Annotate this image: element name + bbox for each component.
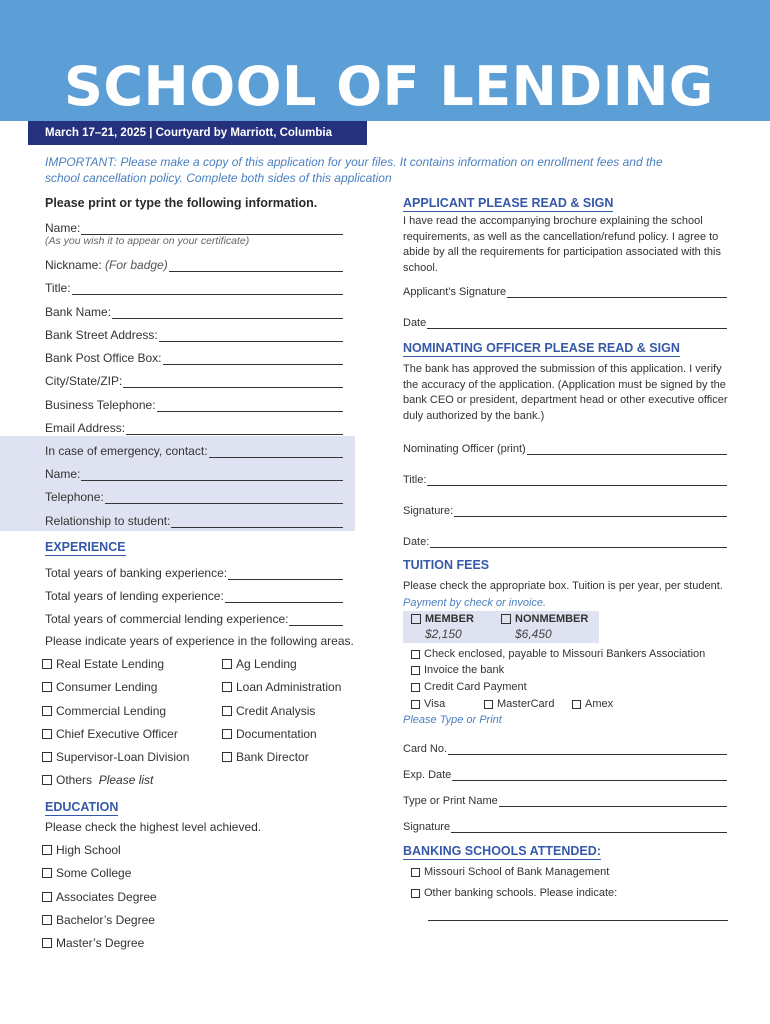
checkbox-icon xyxy=(411,868,420,877)
checkbox-icon xyxy=(42,752,52,762)
edu-bachelors-checkbox[interactable]: Bachelor’s Degree xyxy=(42,913,155,927)
business-phone-field[interactable] xyxy=(45,396,343,412)
checkbox-icon xyxy=(42,775,52,785)
checkbox-icon xyxy=(42,892,52,902)
nominating-officer-field[interactable] xyxy=(403,439,727,455)
checkbox-icon xyxy=(411,650,420,659)
checkbox-icon xyxy=(222,659,232,669)
edu-some-college-checkbox[interactable]: Some College xyxy=(42,866,131,880)
check-enclosed-checkbox[interactable]: Check enclosed, payable to Missouri Bankers Association xyxy=(411,648,705,660)
bank-po-label: Bank Post Office Box: xyxy=(45,351,162,365)
checkbox-icon xyxy=(42,915,52,925)
experience-heading: EXPERIENCE xyxy=(45,540,126,554)
member-price: $2,150 xyxy=(425,627,462,641)
personal-info-heading: Please print or type the following information. xyxy=(45,196,318,210)
education-heading: EDUCATION xyxy=(45,800,119,814)
bank-street-label: Bank Street Address: xyxy=(45,328,158,342)
checkbox-icon xyxy=(484,700,493,709)
applicant-statement: I have read the accompanying brochure explaining the school requirements, as well as the cancellation/refund policy. I agree to abide by all the requirements for participation associated with this school. xyxy=(403,215,721,274)
nominating-signature-field[interactable] xyxy=(403,501,727,517)
important-notice: IMPORTANT: Please make a copy of this application for your files. It contains information on enrollment fees and the school cancellation policy. Complete both sides of this application xyxy=(45,155,663,185)
title-label: Title: xyxy=(45,281,71,295)
checkbox-icon xyxy=(42,845,52,855)
checkbox-icon xyxy=(411,889,420,898)
area-commercial-checkbox[interactable]: Commercial Lending xyxy=(42,704,166,718)
emergency-contact-label: In case of emergency, contact: xyxy=(45,444,208,458)
invoice-bank-checkbox[interactable]: Invoice the bank xyxy=(411,664,504,676)
print-name-field[interactable] xyxy=(403,791,727,807)
visa-checkbox[interactable]: Visa xyxy=(411,698,445,710)
area-ag-lending-checkbox[interactable]: Ag Lending xyxy=(222,657,297,671)
email-field[interactable] xyxy=(45,419,343,435)
name-note: (As you wish it to appear on your certificate) xyxy=(45,235,250,247)
nonmember-checkbox[interactable]: NONMEMBER xyxy=(501,613,588,625)
banking-years-label: Total years of banking experience: xyxy=(45,566,228,580)
mastercard-checkbox[interactable]: MasterCard xyxy=(484,698,554,710)
area-ceo-checkbox[interactable]: Chief Executive Officer xyxy=(42,727,178,741)
checkbox-icon xyxy=(411,683,420,692)
nickname-label: Nickname: xyxy=(45,258,102,272)
emergency-telephone-field[interactable] xyxy=(45,488,343,504)
checkbox-icon xyxy=(501,614,511,624)
member-checkbox[interactable]: MEMBER xyxy=(411,613,474,625)
applicant-signature-label: Applicant’s Signature xyxy=(403,286,507,298)
tuition-instruction: Please check the appropriate box. Tuition is per year, per student. xyxy=(403,580,723,592)
commercial-years-label: Total years of commercial lending experience: xyxy=(45,612,289,626)
edu-masters-checkbox[interactable]: Master’s Degree xyxy=(42,936,144,950)
experience-areas-instruction: Please indicate years of experience in the following areas. xyxy=(45,634,354,648)
lending-years-field[interactable] xyxy=(45,587,343,603)
area-credit-analysis-checkbox[interactable]: Credit Analysis xyxy=(222,704,315,718)
emergency-contact-field[interactable] xyxy=(45,442,343,458)
date-location-bar: March 17–21, 2025 | Courtyard by Marriott, Columbia xyxy=(28,121,367,145)
business-phone-label: Business Telephone: xyxy=(45,398,156,412)
checkbox-icon xyxy=(411,614,421,624)
nominating-heading: NOMINATING OFFICER PLEASE READ & SIGN xyxy=(403,341,680,355)
header-banner xyxy=(0,0,770,121)
exp-date-field[interactable] xyxy=(403,765,727,781)
edu-associates-checkbox[interactable]: Associates Degree xyxy=(42,890,157,904)
other-schools-input-line[interactable] xyxy=(428,920,728,921)
emergency-telephone-label: Telephone: xyxy=(45,490,104,504)
lending-years-label: Total years of lending experience: xyxy=(45,589,224,603)
checkbox-icon xyxy=(411,700,420,709)
checkbox-icon xyxy=(411,666,420,675)
checkbox-icon xyxy=(42,729,52,739)
bank-name-label: Bank Name: xyxy=(45,305,112,319)
checkbox-icon xyxy=(222,706,232,716)
nickname-field[interactable] xyxy=(45,256,343,272)
applicant-signature-field[interactable] xyxy=(403,282,727,298)
commercial-years-field[interactable] xyxy=(45,610,343,626)
name-label: Name: xyxy=(45,221,81,235)
nominating-title-field[interactable] xyxy=(403,470,727,486)
card-signature-label: Signature xyxy=(403,821,451,833)
amex-checkbox[interactable]: Amex xyxy=(572,698,613,710)
relationship-label: Relationship to student: xyxy=(45,514,171,528)
nominating-statement: The bank has approved the submission of this application. I verify the accuracy of the application. (Application must be signed by the bank CEO or president, department head or other executive officer duly authorized by the bank.) xyxy=(403,363,728,422)
nominating-title-label: Title: xyxy=(403,474,427,486)
nominating-signature-label: Signature: xyxy=(403,505,454,517)
bank-street-field[interactable] xyxy=(45,326,343,342)
nickname-note: (For badge) xyxy=(105,258,168,272)
nominating-date-field[interactable] xyxy=(403,532,727,548)
other-schools-checkbox[interactable]: Other banking schools. Please indicate: xyxy=(411,887,617,899)
nonmember-price: $6,450 xyxy=(515,627,552,641)
area-supervisor-checkbox[interactable]: Supervisor-Loan Division xyxy=(42,750,189,764)
bank-po-field[interactable] xyxy=(45,349,343,365)
card-number-label: Card No. xyxy=(403,743,448,755)
area-others-field[interactable]: Others Please list xyxy=(42,773,322,787)
tuition-heading: TUITION FEES xyxy=(403,558,490,572)
credit-card-checkbox[interactable]: Credit Card Payment xyxy=(411,681,527,693)
applicant-date-field[interactable] xyxy=(403,313,727,329)
area-loan-admin-checkbox[interactable]: Loan Administration xyxy=(222,680,341,694)
print-name-label: Type or Print Name xyxy=(403,795,498,807)
payment-note: Payment by check or invoice. xyxy=(403,597,547,609)
checkbox-icon xyxy=(42,706,52,716)
card-number-field[interactable] xyxy=(403,739,727,755)
applicant-date-label: Date xyxy=(403,317,427,329)
exp-date-label: Exp. Date xyxy=(403,769,452,781)
banking-years-field[interactable] xyxy=(45,564,343,580)
nominating-officer-label: Nominating Officer (print) xyxy=(403,443,526,455)
nominating-date-label: Date: xyxy=(403,536,430,548)
applicant-heading: APPLICANT PLEASE READ & SIGN xyxy=(403,196,614,210)
relationship-field[interactable] xyxy=(45,512,343,528)
area-bank-director-checkbox[interactable]: Bank Director xyxy=(222,750,309,764)
checkbox-icon xyxy=(572,700,581,709)
checkbox-icon xyxy=(42,659,52,669)
checkbox-icon xyxy=(222,752,232,762)
area-real-estate-checkbox[interactable]: Real Estate Lending xyxy=(42,657,164,671)
city-state-zip-label: City/State/ZIP: xyxy=(45,374,123,388)
name-field[interactable] xyxy=(45,219,343,235)
checkbox-icon xyxy=(42,938,52,948)
education-instruction: Please check the highest level achieved. xyxy=(45,820,262,834)
checkbox-icon xyxy=(42,682,52,692)
others-note: Please list xyxy=(98,773,154,787)
type-or-print-note: Please Type or Print xyxy=(403,714,502,726)
checkbox-icon xyxy=(222,729,232,739)
checkbox-icon xyxy=(42,868,52,878)
city-state-zip-field[interactable] xyxy=(45,372,343,388)
title-field[interactable] xyxy=(45,279,343,295)
edu-high-school-checkbox[interactable]: High School xyxy=(42,843,121,857)
checkbox-icon xyxy=(222,682,232,692)
area-documentation-checkbox[interactable]: Documentation xyxy=(222,727,317,741)
bank-name-field[interactable] xyxy=(45,303,343,319)
missouri-school-checkbox[interactable]: Missouri School of Bank Management xyxy=(411,866,609,878)
area-consumer-checkbox[interactable]: Consumer Lending xyxy=(42,680,157,694)
card-signature-field[interactable] xyxy=(403,817,727,833)
emergency-name-field[interactable] xyxy=(45,465,343,481)
email-label: Email Address: xyxy=(45,421,126,435)
page-title: SCHOOL OF LENDING xyxy=(64,55,714,118)
emergency-name-label: Name: xyxy=(45,467,81,481)
banking-schools-heading: BANKING SCHOOLS ATTENDED: xyxy=(403,844,601,858)
